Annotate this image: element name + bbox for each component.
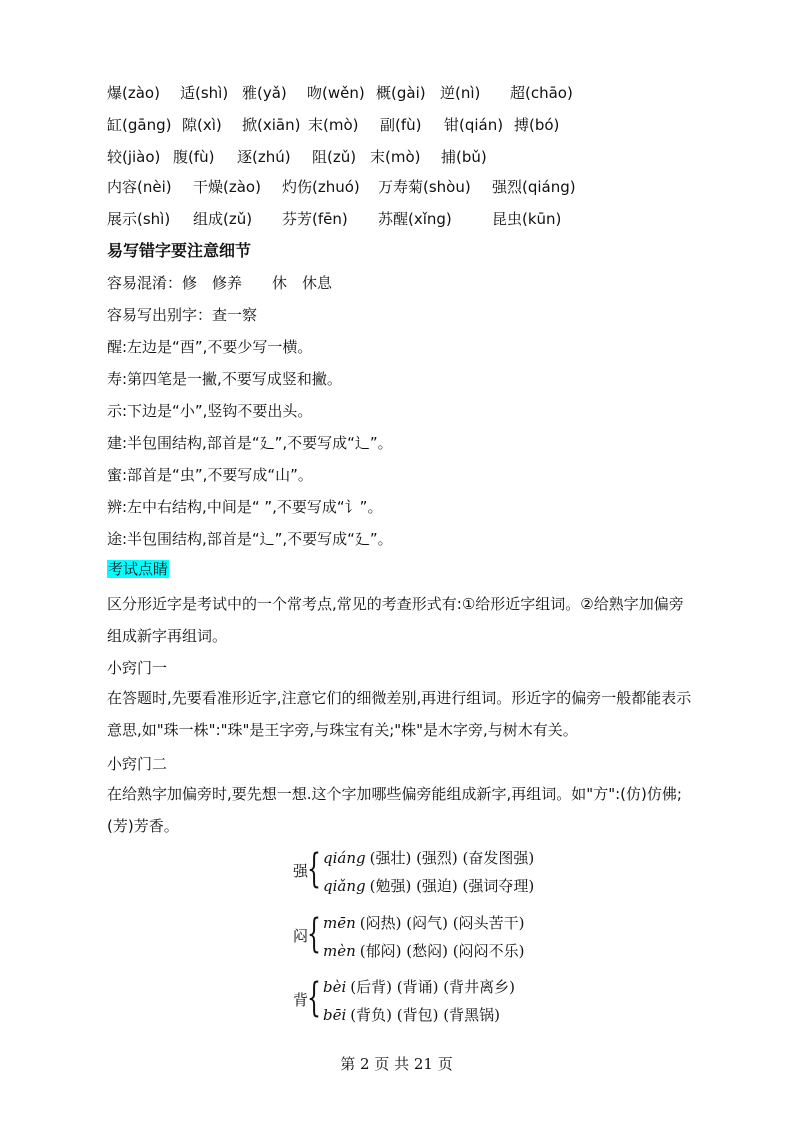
pinyin-word: 钳(qián) (444, 116, 504, 134)
pinyin-word: 雅(yǎ) (242, 84, 287, 102)
note-line: 建:半包围结构,部首是“廴”,不要写成“辶”。 (107, 434, 393, 452)
polyphone-char: 背 (293, 991, 309, 1009)
pinyin-reading: qiáng (323, 849, 366, 867)
pinyin-reading: bēi (323, 1006, 347, 1024)
intro-text: 区分形近字是考试中的一个常考点,常见的考查形式有:①给形近字组词。②给熟字加偏旁组成新字再组词。 (107, 595, 684, 645)
exam-tag (107, 558, 169, 580)
example-words: (强壮) (强烈) (奋发图强) (369, 849, 535, 867)
polyphone-reading (323, 1004, 500, 1025)
pinyin-word: 末(mò) (308, 116, 359, 134)
pinyin-word: 搏(bó) (514, 116, 560, 134)
pinyin-reading: bèi (323, 978, 347, 996)
pinyin-word: 超(chāo) (510, 84, 573, 102)
polyphone-group (293, 908, 553, 964)
pinyin-word: 较(jiào) (107, 148, 161, 166)
pinyin-word: 阻(zǔ) (312, 148, 357, 166)
polyphone-reading (323, 875, 534, 896)
pinyin-word: 概(gài) (376, 84, 426, 102)
pinyin-word: 缸(gāng) (107, 116, 172, 134)
pinyin-word: 捕(bǔ) (441, 148, 487, 166)
tip2-text: 在给熟字加偏旁时,要先想一想.这个字加哪些偏旁能组成新字,再组词。如"方":(仿)仿佛;(芳)芳香。 (107, 785, 682, 835)
example-words: (勉强) (强迫) (强词夺理) (369, 877, 535, 895)
brace-symbol: { (307, 975, 321, 1021)
polyphone-reading (323, 847, 534, 868)
note-line: 途:半包围结构,部首是“辶”,不要写成“廴”。 (107, 530, 393, 548)
polyphone-reading (323, 912, 524, 933)
pinyin-word: 灼伤(zhuó) (282, 178, 360, 196)
polyphone-reading (323, 976, 515, 997)
note-line: 容易写出别字：查一察 (107, 306, 258, 324)
pinyin-word: 末(mò) (370, 148, 421, 166)
example-words: (郁闷) (愁闷) (闷闷不乐) (359, 942, 525, 960)
polyphone-char: 强 (293, 862, 309, 880)
pinyin-word: 苏醒(xǐng) (378, 210, 452, 228)
pinyin-word: 组成(zǔ) (193, 210, 253, 228)
note-line: 寿:第四笔是一撇,不要写成竖和撇。 (107, 370, 342, 388)
pinyin-word: 适(shì) (180, 84, 229, 102)
section-title: 易写错字要注意细节 (107, 241, 252, 260)
page-footer: 第 2 页 共 21 页 (340, 1055, 453, 1073)
polyphone-char: 闷 (293, 927, 309, 945)
pinyin-word: 腹(fù) (173, 148, 215, 166)
tip2-paragraph (107, 778, 692, 842)
polyphone-reading (323, 940, 524, 961)
pinyin-word: 万寿菊(shòu) (378, 178, 471, 196)
note-line: 蜜:部首是“虫”,不要写成“山”。 (107, 466, 313, 484)
pinyin-word: 干燥(zào) (193, 178, 261, 196)
pinyin-word: 隙(xì) (182, 116, 222, 134)
polyphone-group (293, 972, 553, 1028)
exam-tag-label: 考试点睛 (108, 560, 169, 578)
pinyin-reading: mèn (323, 942, 356, 960)
tip1-paragraph (107, 682, 692, 746)
note-line: 容易混淆：修 修养 休 休息 (107, 274, 333, 292)
pinyin-word: 爆(zào) (107, 84, 160, 102)
intro-paragraph (107, 588, 692, 652)
note-line: 辨:左中右结构,中间是“ ”,不要写成“讠”。 (107, 498, 383, 516)
pinyin-word: 逐(zhú) (237, 148, 291, 166)
tip2-title: 小窍门二 (107, 755, 168, 773)
pinyin-word: 掀(xiān) (242, 116, 301, 134)
brace-symbol: { (307, 911, 321, 957)
pinyin-word: 强烈(qiáng) (492, 178, 576, 196)
pinyin-word: 吻(wěn) (307, 84, 365, 102)
pinyin-reading: qiǎng (323, 877, 366, 895)
pinyin-word: 展示(shì) (107, 210, 171, 228)
tip1-text: 在答题时,先要看准形近字,注意它们的细微差别,再进行组词。形近字的偏旁一般都能表示意思,如"珠一株":"珠"是王字旁,与珠宝有关;"株"是木字旁,与树木有关。 (107, 689, 692, 739)
pinyin-word: 芬芳(fēn) (282, 210, 348, 228)
brace-symbol: { (307, 846, 321, 892)
pinyin-word: 昆虫(kūn) (492, 210, 562, 228)
example-words: (背负) (背包) (背黑锅) (350, 1006, 500, 1024)
pinyin-word: 内容(nèi) (107, 178, 172, 196)
pinyin-word: 逆(nì) (440, 84, 481, 102)
pinyin-word: 副(fù) (380, 116, 422, 134)
note-line: 醒:左边是“酉”,不要少写一横。 (107, 338, 313, 356)
example-words: (后背) (背诵) (背井离乡) (350, 978, 515, 996)
pinyin-reading: mēn (323, 914, 356, 932)
polyphone-group (293, 843, 553, 899)
example-words: (闷热) (闷气) (闷头苦干) (359, 914, 525, 932)
tip1-title: 小窍门一 (107, 659, 168, 677)
note-line: 示:下边是“小”,竖钩不要出头。 (107, 402, 313, 420)
